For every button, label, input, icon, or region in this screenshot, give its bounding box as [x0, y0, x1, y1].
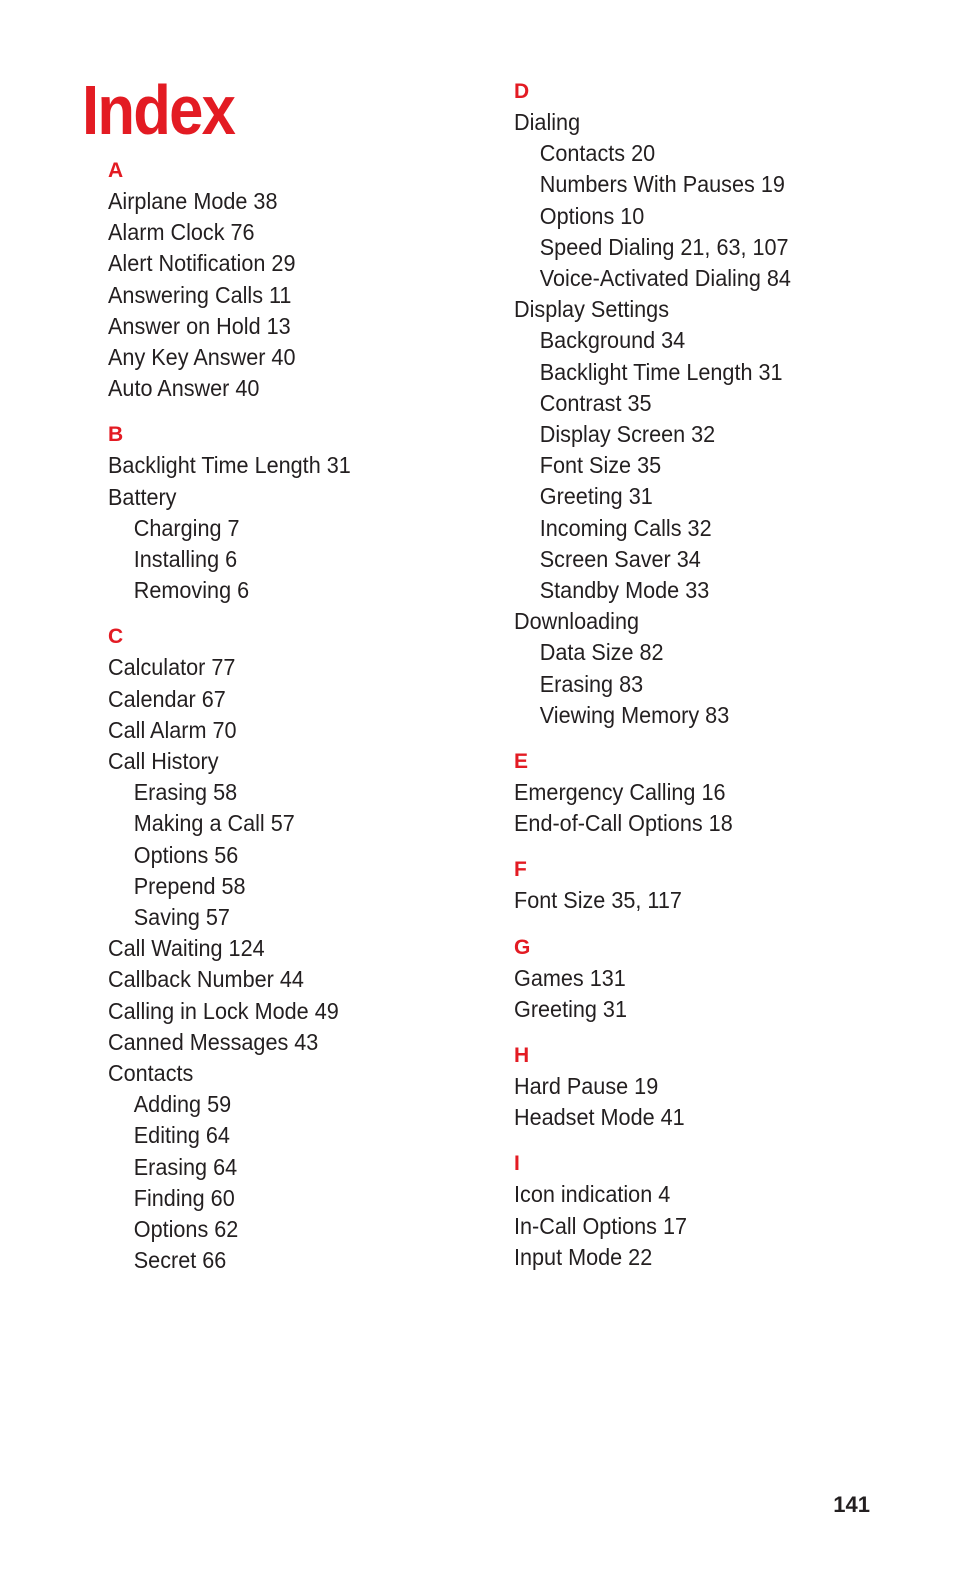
index-entry: Contacts — [108, 1060, 194, 1087]
index-entry: Call Alarm 70 — [108, 716, 237, 743]
index-entry: Auto Answer 40 — [108, 375, 260, 402]
index-subentry: Numbers With Pauses 19 — [539, 171, 785, 198]
section-letter: A — [108, 159, 124, 182]
page-title: Index — [82, 71, 235, 149]
page-number: 141 — [833, 1492, 870, 1517]
index-entry: Backlight Time Length 31 — [108, 452, 351, 479]
index-entry: Any Key Answer 40 — [108, 344, 296, 371]
index-entry: Calling in Lock Mode 49 — [108, 997, 339, 1024]
section-letter: H — [514, 1044, 530, 1068]
index-entry: In-Call Options 17 — [514, 1212, 688, 1239]
section-letter: D — [514, 80, 530, 103]
index-entry: Call History — [108, 748, 219, 775]
index-subentry: Adding 59 — [133, 1091, 232, 1118]
index-section-i — [514, 1148, 934, 1273]
index-subentry: Secret 66 — [133, 1247, 227, 1274]
index-subentry: Font Size 35 — [539, 452, 662, 479]
index-subentry: Backlight Time Length 31 — [539, 358, 783, 385]
index-entry: Calculator 77 — [108, 654, 236, 681]
index-entry: Games 131 — [514, 964, 626, 991]
index-subentry: Installing 6 — [133, 546, 238, 573]
section-letter: B — [108, 423, 124, 447]
index-subentry: Erasing 58 — [133, 779, 238, 806]
section-letter: I — [514, 1152, 520, 1176]
index-entry: Calendar 67 — [108, 685, 226, 712]
index-section-f — [514, 854, 934, 916]
index-subentry: Data Size 82 — [539, 639, 664, 666]
index-subentry: Contacts 20 — [539, 140, 656, 167]
index-entry: Canned Messages 43 — [108, 1028, 319, 1055]
index-entry: Alarm Clock 76 — [108, 219, 255, 246]
index-entry: Display Settings — [514, 296, 670, 323]
index-entry: Call Waiting 124 — [108, 935, 265, 962]
index-column-left — [108, 155, 488, 1277]
index-subentry: Speed Dialing 21, 63, 107 — [539, 233, 789, 260]
index-subentry: Saving 57 — [133, 904, 230, 931]
index-subentry: Removing 6 — [133, 577, 250, 604]
index-subentry: Making a Call 57 — [133, 810, 295, 837]
index-subentry: Viewing Memory 83 — [539, 701, 730, 728]
index-section-e — [514, 746, 934, 839]
index-subentry: Finding 60 — [133, 1184, 235, 1211]
index-entry: Font Size 35, 117 — [514, 887, 682, 914]
index-subentry: Erasing 83 — [539, 670, 644, 697]
index-section-h — [514, 1040, 934, 1133]
index-subentry: Options 62 — [133, 1216, 239, 1243]
section-letter: G — [514, 935, 531, 959]
index-section-a — [108, 155, 488, 404]
index-subentry: Editing 64 — [133, 1122, 230, 1149]
index-subentry: Background 34 — [539, 327, 686, 354]
index-entry: Answer on Hold 13 — [108, 312, 291, 339]
index-subentry: Display Screen 32 — [539, 421, 716, 448]
index-entry: Alert Notification 29 — [108, 250, 296, 277]
index-subentry: Options 56 — [133, 841, 239, 868]
index-column-right — [514, 76, 934, 1273]
section-letter: F — [514, 858, 527, 882]
index-entry: End-of-Call Options 18 — [514, 810, 733, 837]
index-subentry: Contrast 35 — [539, 389, 652, 416]
index-entry: Input Mode 22 — [514, 1243, 653, 1270]
section-letter: E — [514, 750, 529, 774]
index-subentry: Prepend 58 — [133, 872, 246, 899]
index-subentry: Erasing 64 — [133, 1153, 238, 1180]
index-entry: Dialing — [514, 109, 581, 135]
index-entry: Airplane Mode 38 — [108, 188, 278, 214]
index-subentry: Incoming Calls 32 — [539, 514, 712, 541]
index-entry: Answering Calls 11 — [108, 281, 292, 308]
index-subentry: Options 10 — [539, 202, 645, 229]
index-section-g — [514, 932, 934, 1025]
index-subentry: Standby Mode 33 — [539, 577, 710, 604]
index-entry: Callback Number 44 — [108, 966, 304, 993]
index-entry: Greeting 31 — [514, 995, 627, 1022]
section-letter: C — [108, 625, 124, 649]
index-subentry: Screen Saver 34 — [539, 545, 701, 572]
index-section-b — [108, 419, 488, 606]
index-section-d — [514, 76, 934, 731]
index-subentry: Charging 7 — [133, 514, 240, 541]
index-entry: Headset Mode 41 — [514, 1104, 685, 1131]
index-entry: Icon indication 4 — [514, 1181, 671, 1208]
index-subentry: Greeting 31 — [539, 483, 653, 510]
index-entry: Hard Pause 19 — [514, 1073, 659, 1100]
index-entry: Emergency Calling 16 — [514, 779, 726, 806]
index-subentry: Voice-Activated Dialing 84 — [539, 265, 791, 292]
index-entry: Battery — [108, 483, 177, 510]
index-entry: Downloading — [514, 608, 640, 635]
index-section-c — [108, 621, 488, 1276]
